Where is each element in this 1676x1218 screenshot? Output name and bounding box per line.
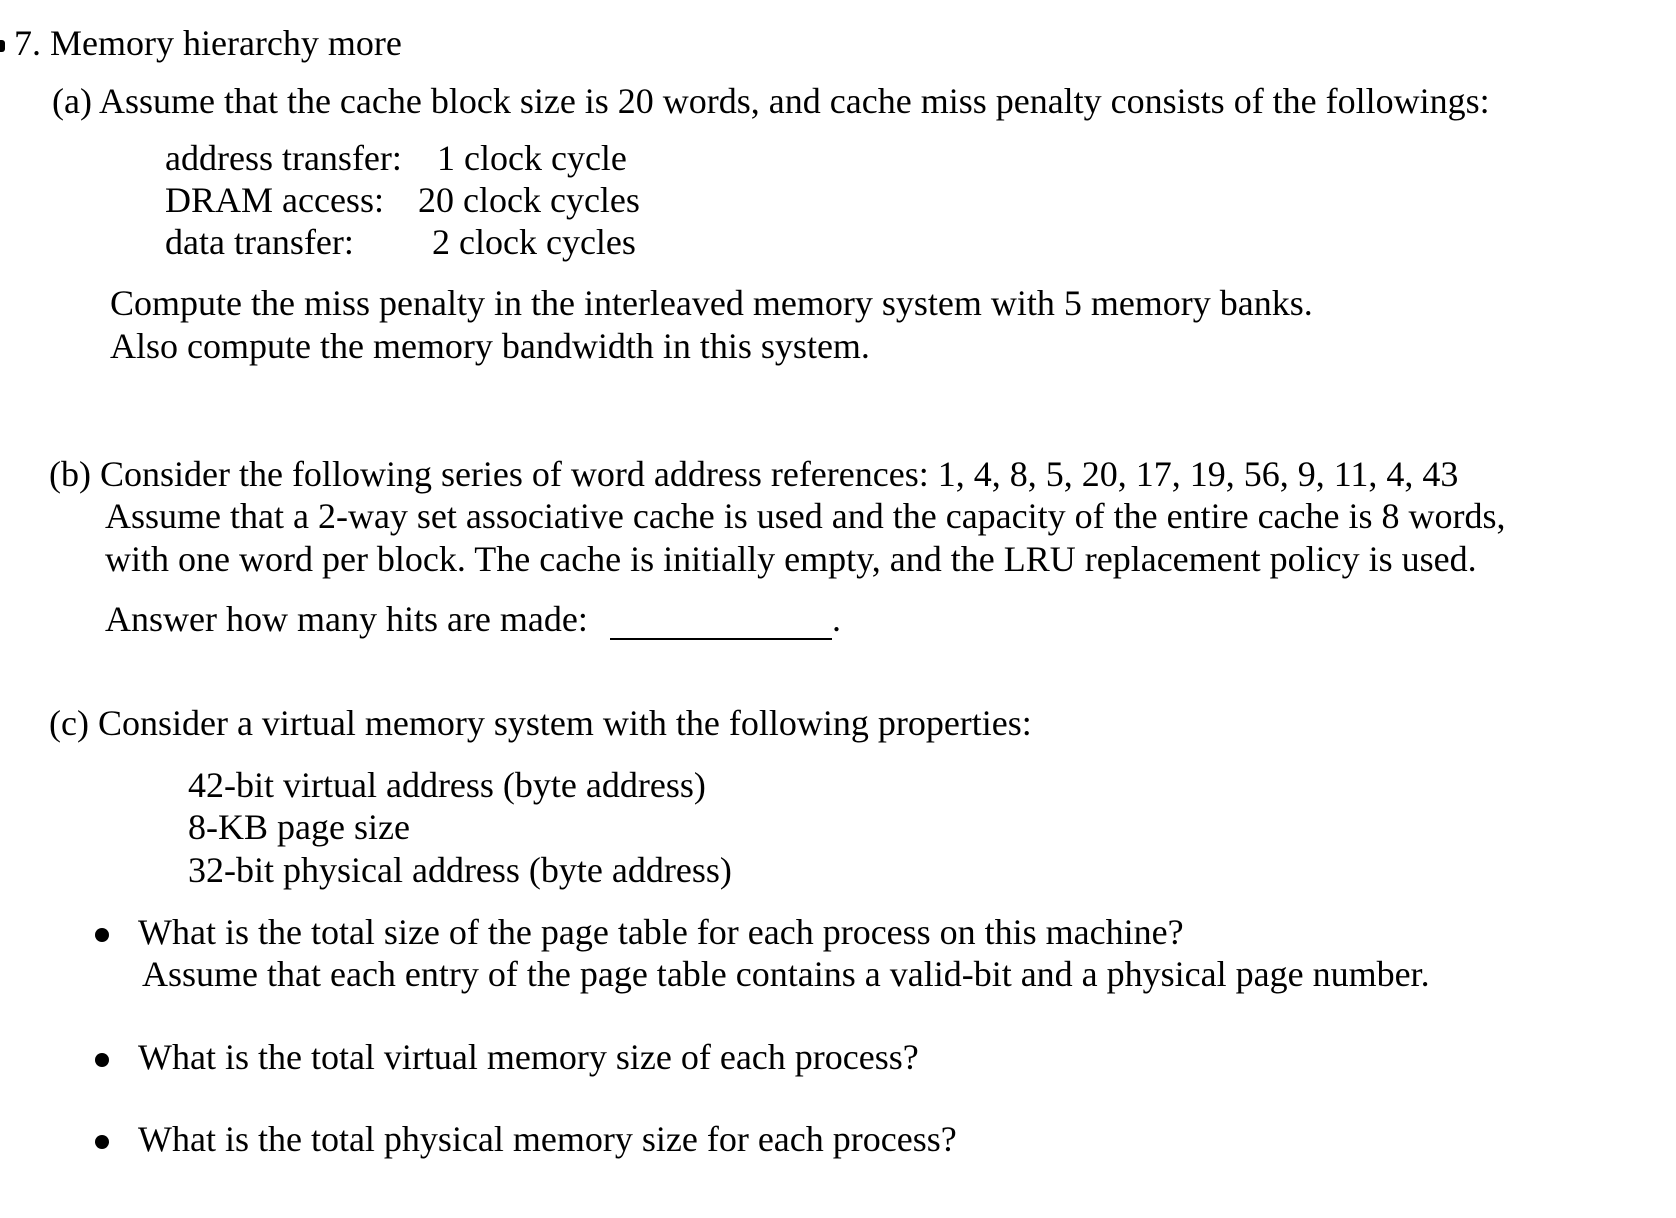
part-a-item-value: 20 clock cycles: [418, 180, 640, 220]
part-c-bullet-text: What is the total virtual memory size of each process?: [138, 1037, 919, 1077]
part-c-bullet-text: What is the total size of the page table for each process on this machine?: [138, 912, 1184, 952]
bullet-icon: [95, 928, 109, 942]
part-c-intro: (c) Consider a virtual memory system with the following properties:: [49, 703, 1032, 743]
part-b-answer-prompt: Answer how many hits are made:: [105, 599, 588, 639]
part-a-item-value: 1 clock cycle: [437, 138, 627, 178]
part-a-item-value: 2 clock cycles: [432, 222, 636, 262]
part-a-item-label: data transfer:: [165, 222, 354, 262]
part-c-property: 32-bit physical address (byte address): [188, 850, 732, 890]
part-b-line: Assume that a 2-way set associative cache is used and the capacity of the entire cache is 8 words,: [105, 496, 1506, 536]
answer-blank[interactable]: [610, 638, 832, 640]
part-a-item-label: DRAM access:: [165, 180, 384, 220]
part-c-property: 8-KB page size: [188, 807, 410, 847]
question-title: 7. Memory hierarchy more: [14, 23, 402, 63]
answer-suffix: .: [832, 599, 841, 639]
margin-mark: [0, 40, 5, 52]
part-a-intro: (a) Assume that the cache block size is 20 words, and cache miss penalty consists of the followings:: [52, 81, 1490, 121]
part-b-line: (b) Consider the following series of word address references: 1, 4, 8, 5, 20, 17, 19, 56, 9, 11, 4, 43: [49, 454, 1459, 494]
part-c-bullet-text: What is the total physical memory size for each process?: [138, 1119, 957, 1159]
part-c-property: 42-bit virtual address (byte address): [188, 765, 706, 805]
part-b-line: with one word per block. The cache is initially empty, and the LRU replacement policy is used.: [105, 539, 1477, 579]
bullet-icon: [95, 1135, 109, 1149]
part-a-task: Also compute the memory bandwidth in this system.: [110, 326, 870, 366]
part-c-bullet-text: Assume that each entry of the page table contains a valid-bit and a physical page number.: [142, 954, 1430, 994]
bullet-icon: [95, 1053, 109, 1067]
part-a-task: Compute the miss penalty in the interleaved memory system with 5 memory banks.: [110, 283, 1313, 323]
part-a-item-label: address transfer:: [165, 138, 402, 178]
